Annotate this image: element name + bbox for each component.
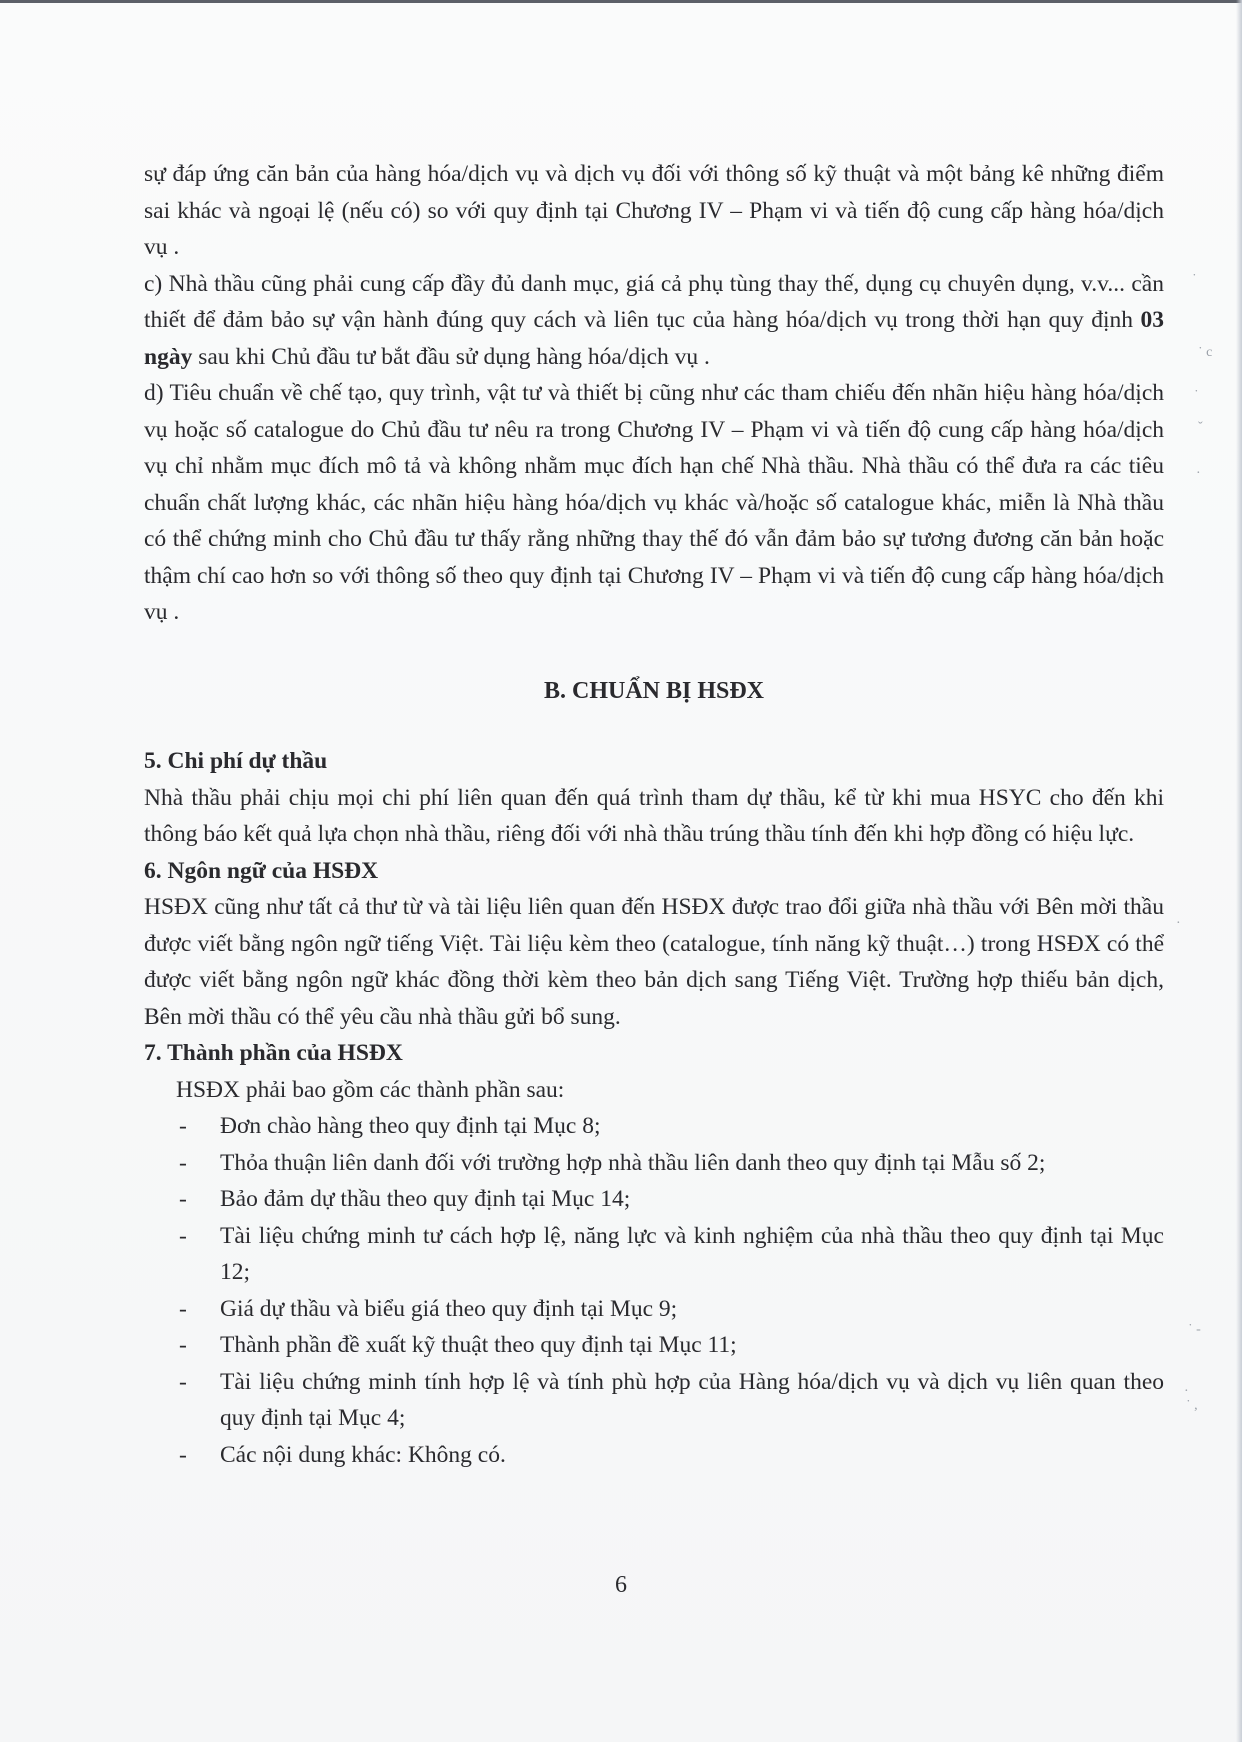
document-body [144,156,1164,1473]
list-item: - Giá dự thầu và biểu giá theo quy định tại Mục 9; [144,1291,1164,1328]
list-item: - Các nội dung khác: Không có. [144,1437,1164,1474]
scan-speck: ˙ - [1188,1322,1201,1337]
scan-speck: ˙ [1192,272,1197,287]
dash-bullet: - [179,1368,187,1395]
section-b-heading: B. CHUẨN BỊ HSĐX [543,677,765,704]
section-7-list [144,1108,1164,1473]
paragraph-d: d) Tiêu chuẩn về chế tạo, quy trình, vật tư và thiết bị cũng như các tham chiếu đến nhãn hiệu hàng hóa/dịch vụ hoặc số catalogue do Chủ đầu tư nêu ra trong Chương IV – Phạm vi và tiến độ cung cấp hàng hóa/dịch vụ chỉ nhằm mục đích mô tả và không nhằm mục đích hạn chế Nhà thầu. Nhà thầu có thể đưa ra các tiêu chuẩn chất lượng khác, các nhãn hiệu hàng hóa/dịch vụ khác và/hoặc số catalogue khác, miễn là Nhà thầu có thể chứng minh cho Chủ đầu tư thấy rằng những thay thế đó vẫn đảm bảo sự tương đương căn bản hoặc thậm chí cao hơn so với thông số theo quy định tại Chương IV – Phạm vi và tiến độ cung cấp hàng hóa/dịch vụ . [144,380,1164,625]
top-scan-border [0,0,1242,3]
list-item: - Bảo đảm dự thầu theo quy định tại Mục 14; [144,1181,1164,1218]
scan-speck: ˙ [1194,388,1199,403]
dash-bullet: - [179,1295,187,1322]
section-7-intro: HSĐX phải bao gồm các thành phần sau: [176,1076,565,1103]
list-item: - Thỏa thuận liên danh đối với trường hợp nhà thầu liên danh theo quy định tại Mẫu số 2; [144,1145,1164,1182]
scan-speck: · [1184,1384,1189,1399]
scan-speck: ˙ c [1198,345,1213,360]
page-number: 6 [615,1572,627,1598]
section-5-text: Nhà thầu phải chịu mọi chi phí liên quan đến quá trình tham dự thầu, kể từ khi mua HSYC cho đến khi thông báo kết quả lựa chọn nhà thầu, riêng đối với nhà thầu trúng thầu tính đến khi hợp đồng có hiệu lực. [144,784,1164,847]
paragraph-continuation: sự đáp ứng căn bản của hàng hóa/dịch vụ và dịch vụ đối với thông số kỹ thuật và một bảng kê những điểm sai khác và ngoại lệ (nếu có) so với quy định tại Chương IV – Phạm vi và tiến độ cung cấp hàng hóa/dịch vụ . [144,161,1164,260]
list-item: - Tài liệu chứng minh tính hợp lệ và tính phù hợp của Hàng hóa/dịch vụ và dịch vụ liên quan theo quy định tại Mục 4; [144,1364,1164,1437]
dash-bullet: - [179,1149,187,1176]
list-item: - Đơn chào hàng theo quy định tại Mục 8; [144,1108,1164,1145]
dash-bullet: - [179,1113,187,1139]
scan-speck: ˇ [1198,420,1203,435]
paragraph-c-deadline: 03 ngày [144,307,1165,370]
scan-speck: · [1176,916,1181,931]
dash-bullet: - [179,1222,187,1249]
section-5-title: 5. Chi phí dự thầu [144,748,328,774]
paragraph-c-tail: sau khi Chủ đầu tư bắt đầu sử dụng hàng hóa/dịch vụ . [198,343,710,370]
section-6-title: 6. Ngôn ngữ của HSĐX [144,857,379,884]
scan-speck: ˙ , [1186,1398,1198,1413]
list-item: - Thành phần đề xuất kỹ thuật theo quy định tại Mục 11; [144,1327,1164,1364]
list-item: - Tài liệu chứng minh tư cách hợp lệ, năng lực và kinh nghiệm của nhà thầu theo quy định tại Mục 12; [144,1218,1164,1291]
dash-bullet: - [179,1186,187,1212]
dash-bullet: - [179,1332,187,1358]
section-6-text: HSĐX cũng như tất cả thư từ và tài liệu liên quan đến HSĐX được trao đổi giữa nhà thầu với Bên mời thầu được viết bằng ngôn ngữ tiếng Việt. Tài liệu kèm theo (catalogue, tính năng kỹ thuật…) trong HSĐX có thể được viết bằng ngôn ngữ khác đồng thời kèm theo bản dịch sang Tiếng Việt. Trường hợp thiếu bản dịch, Bên mời thầu có thể yêu cầu nhà thầu gửi bổ sung. [144,894,1164,1030]
paragraph-c [144,266,1164,376]
section-7-title: 7. Thành phần của HSĐX [144,1040,403,1066]
paragraph-c-text: c) Nhà thầu cũng phải cung cấp đầy đủ danh mục, giá cả phụ tùng thay thế, dụng cụ chuyên dụng, v.v... cần thiết để đảm bảo sự vận hành đúng quy cách và liên tục của hàng hóa/dịch vụ trong thời hạn quy định [144,270,1164,333]
scan-speck: · [1196,466,1201,481]
right-scan-edge [1236,0,1242,1742]
dash-bullet: - [179,1441,187,1468]
